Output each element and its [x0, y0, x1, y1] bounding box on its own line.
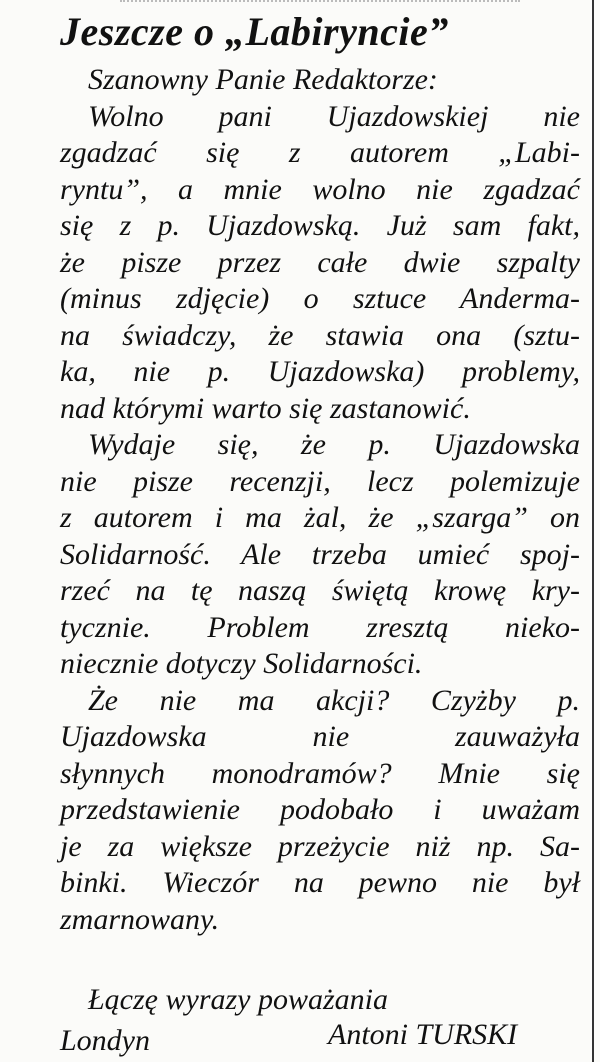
body-line: Wolno pani Ujazdowskiej nie — [88, 99, 580, 133]
body-line: z autorem i ma żal, że „szarga” on — [60, 501, 580, 534]
salutation: Szanowny Panie Redaktorze: — [88, 63, 438, 96]
body-line: Ujazdowska nie zauważyła — [60, 720, 580, 753]
body-line: rzeć na tę naszą świętą krowę kry- — [60, 574, 580, 607]
body-line: je za większe przeżycie niż np. Sa- — [60, 829, 580, 863]
top-edge-bleed — [120, 0, 520, 6]
body-line: Że nie ma akcji? Czyżby p. — [88, 683, 580, 717]
article-body — [60, 62, 580, 938]
article-title: Jeszcze o „Labiryncie” — [60, 9, 449, 54]
body-line: przedstawienie podobało i uważam — [60, 793, 580, 826]
body-line: nie pisze recenzji, lecz polemizuje — [60, 464, 580, 498]
body-line: binki. Wieczór na pewno nie był — [60, 866, 580, 899]
body-line: zmarnowany. — [60, 902, 220, 936]
body-line: się z p. Ujazdowską. Już sam fakt, — [60, 209, 580, 242]
closing-line: Łączę wyrazy poważania — [88, 983, 388, 1016]
author-signature: Antoni TURSKI — [328, 1018, 518, 1051]
body-line: że pisze przez całe dwie szpalty — [60, 245, 580, 279]
body-line: Wydaje się, że p. Ujazdowska — [88, 428, 580, 461]
body-line: tycznie. Problem zresztą nieko- — [60, 610, 580, 644]
body-line: ka, nie p. Ujazdowska) problemy, — [60, 355, 580, 388]
body-line: zgadzać się z autorem „Labi- — [60, 136, 580, 169]
body-line: nad którymi warto się zastanowić. — [60, 391, 471, 425]
body-line: Solidarność. Ale trzeba umieć spoj- — [60, 537, 580, 571]
place-name: Londyn — [60, 1024, 150, 1057]
body-line: niecznie dotyczy Solidarności. — [60, 647, 423, 680]
body-line: na świadczy, że stawia ona (sztu- — [60, 318, 580, 352]
body-line: ryntu”, a mnie wolno nie zgadzać — [60, 172, 580, 206]
body-line: (minus zdjęcie) o sztuce Anderma- — [60, 282, 580, 315]
body-line: słynnych monodramów? Mnie się — [60, 756, 580, 790]
column-rule — [592, 0, 594, 1062]
